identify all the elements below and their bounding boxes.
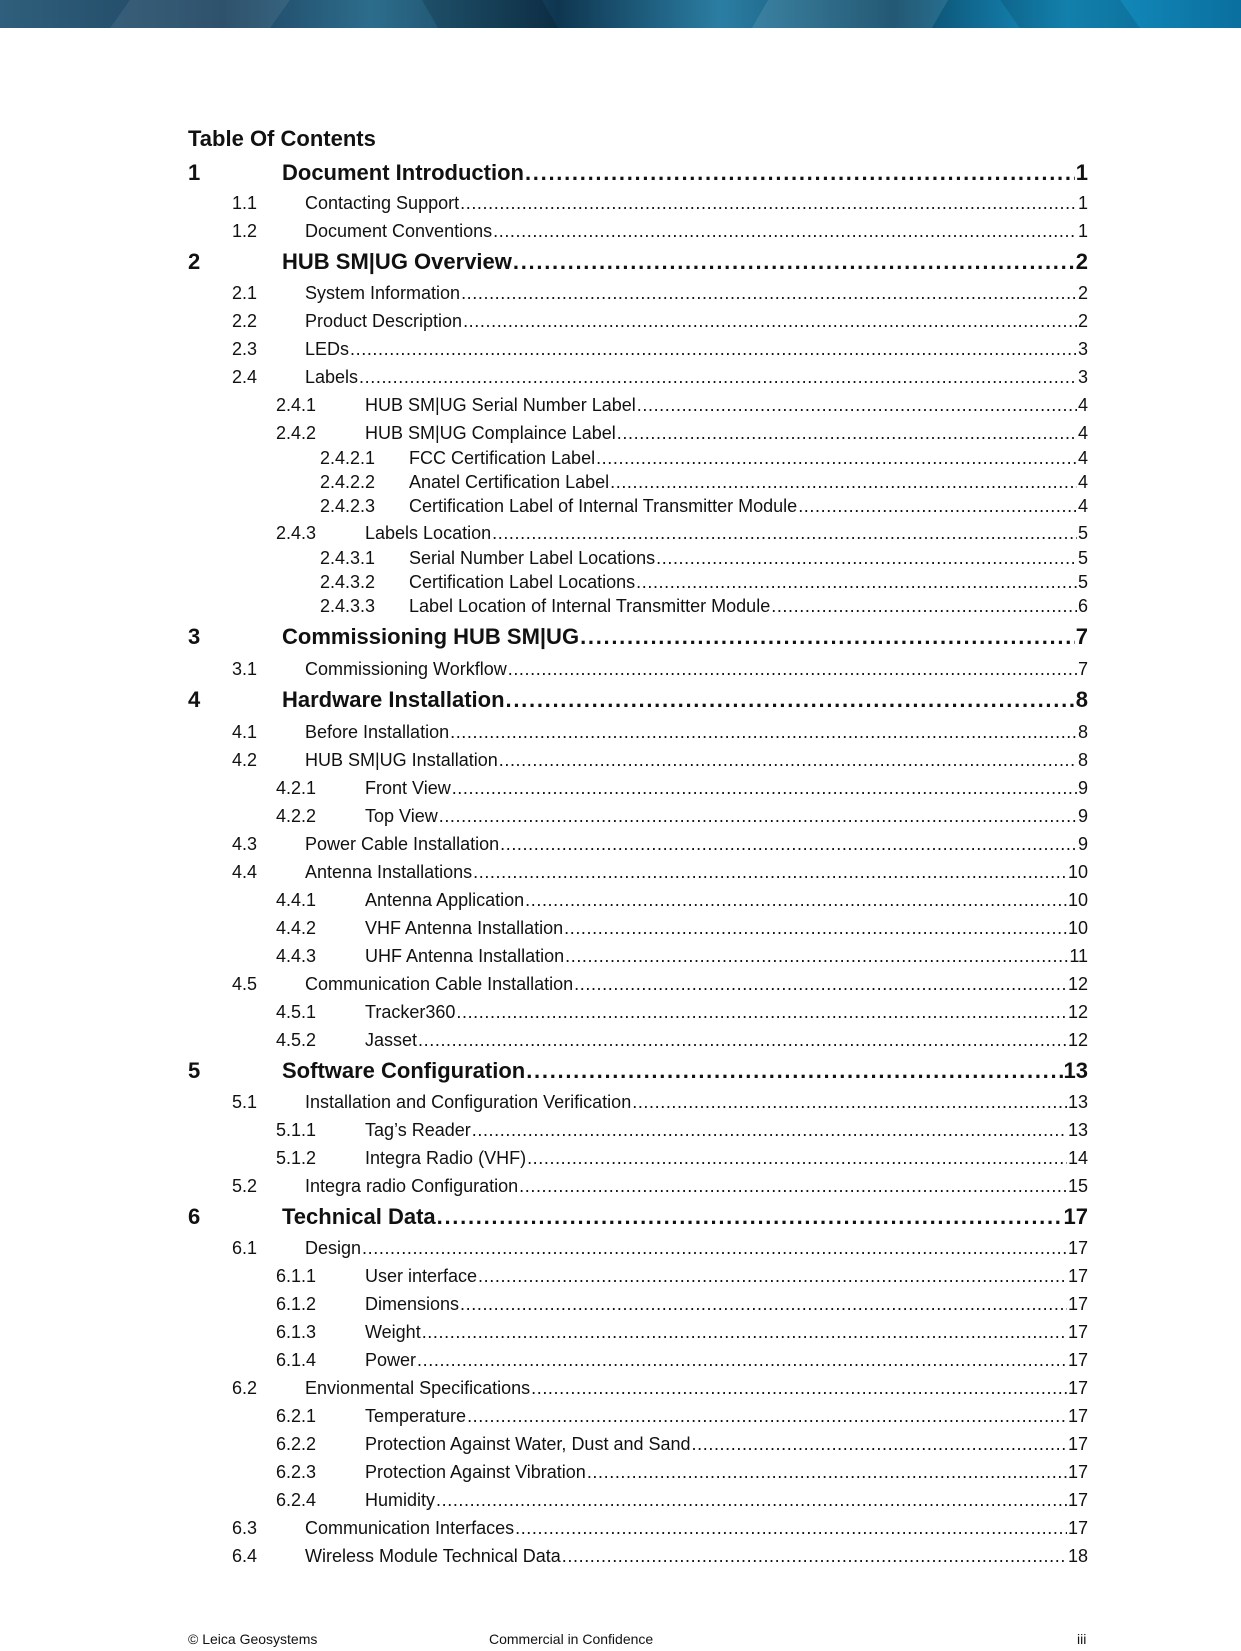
toc-dot-leader — [460, 1294, 1067, 1315]
toc-entry-number: 3.1 — [232, 659, 258, 679]
toc-entry-number: 2.3 — [232, 339, 258, 359]
toc-entry[interactable] — [276, 1462, 1088, 1483]
toc-entry-label: Weight — [365, 1322, 421, 1342]
toc-entry-label: Certification Label of Internal Transmitter Module — [409, 496, 798, 516]
toc-entry-page: 8 — [1077, 750, 1088, 770]
toc-entry-number: 6.3 — [232, 1518, 258, 1538]
toc-entry[interactable] — [232, 1092, 1088, 1113]
toc-dot-leader — [636, 572, 1077, 593]
toc-entry-number: 6.2 — [232, 1378, 258, 1398]
toc-entry[interactable] — [232, 311, 1088, 332]
toc-entry-page: 2 — [1075, 249, 1088, 274]
toc-entry-number: 2 — [188, 249, 201, 274]
toc-entry-number: 4.1 — [232, 722, 258, 742]
toc-entry-number: 4.2 — [232, 750, 258, 770]
toc-entry-number: 2.4.3.3 — [320, 596, 376, 616]
toc-entry-page: 17 — [1067, 1378, 1088, 1398]
toc-entry[interactable] — [232, 659, 1088, 680]
toc-entry-page: 17 — [1067, 1518, 1088, 1538]
toc-dot-leader — [492, 523, 1077, 544]
toc-dot-leader — [473, 862, 1067, 883]
toc-dot-leader — [574, 974, 1067, 995]
toc-entry-number: 1.2 — [232, 221, 258, 241]
toc-entry-number: 4.5 — [232, 974, 258, 994]
toc-entry[interactable] — [232, 1176, 1088, 1197]
toc-entry[interactable] — [276, 1434, 1088, 1455]
toc-entry-number: 6.1.1 — [276, 1266, 317, 1286]
toc-entry-page: 3 — [1077, 367, 1088, 387]
toc-dot-leader — [460, 193, 1077, 214]
toc-entry[interactable] — [232, 974, 1088, 995]
toc-entry[interactable] — [276, 1030, 1088, 1051]
toc-dot-leader — [418, 1030, 1067, 1051]
toc-entry[interactable] — [276, 1406, 1088, 1427]
toc-entry-label: HUB SM|UG Complaince Label — [365, 423, 616, 443]
toc-entry-number: 5.2 — [232, 1176, 258, 1196]
toc-entry-page: 4 — [1077, 395, 1088, 415]
toc-entry-page: 13 — [1067, 1092, 1088, 1112]
toc-dot-leader — [596, 448, 1077, 469]
toc-entry-page: 12 — [1067, 1030, 1088, 1050]
footer-page-number: iii — [1077, 1631, 1087, 1647]
toc-entry-label: Humidity — [365, 1490, 436, 1510]
toc-dot-leader — [506, 687, 1075, 713]
toc-entry-number: 2.4.2 — [276, 423, 317, 443]
toc-entry-label: Communication Interfaces — [305, 1518, 515, 1538]
toc-entry-page: 4 — [1077, 496, 1088, 516]
toc-entry-label: Protection Against Water, Dust and Sand — [365, 1434, 691, 1454]
toc-entry[interactable] — [232, 834, 1088, 855]
toc-entry-number: 4.4 — [232, 862, 258, 882]
footer-copyright: © Leica Geosystems — [188, 1631, 318, 1647]
toc-entry[interactable] — [232, 339, 1088, 360]
toc-entry-page: 3 — [1077, 339, 1088, 359]
toc-entry[interactable] — [276, 423, 1088, 444]
toc-entry-number: 5.1.1 — [276, 1120, 317, 1140]
toc-entry-label: Top View — [365, 806, 438, 826]
toc-entry-page: 17 — [1067, 1406, 1088, 1426]
toc-entry-number: 6.4 — [232, 1546, 258, 1566]
toc-entry[interactable] — [276, 395, 1088, 416]
toc-entry-page: 17 — [1067, 1350, 1088, 1370]
toc-entry-label: Tracker360 — [365, 1002, 456, 1022]
toc-entry[interactable] — [276, 1294, 1088, 1315]
toc-dot-leader — [580, 624, 1075, 650]
toc-entry-page: 8 — [1077, 722, 1088, 742]
toc-entry-label: Labels Location — [365, 523, 492, 543]
toc-entry-page: 17 — [1067, 1434, 1088, 1454]
toc-entry-label: Technical Data — [282, 1204, 436, 1229]
toc-entry-number: 5.1 — [232, 1092, 258, 1112]
toc-entry-label: Before Installation — [305, 722, 450, 742]
toc-entry-label: Software Configuration — [282, 1058, 526, 1083]
toc-entry-label: Document Conventions — [305, 221, 493, 241]
toc-entry[interactable] — [276, 1350, 1088, 1371]
toc-entry-label: Wireless Module Technical Data — [305, 1546, 561, 1566]
toc-entry-page: 14 — [1067, 1148, 1088, 1168]
toc-entry-page: 10 — [1067, 862, 1088, 882]
toc-dot-leader — [525, 160, 1075, 186]
header-banner — [0, 0, 1241, 28]
toc-entry-page: 2 — [1077, 283, 1088, 303]
toc-dot-leader — [493, 221, 1077, 242]
toc-entry-label: Commissioning HUB SM|UG — [282, 624, 580, 649]
toc-entry[interactable] — [276, 1266, 1088, 1287]
toc-dot-leader — [437, 1204, 1063, 1230]
toc-entry-label: Integra radio Configuration — [305, 1176, 519, 1196]
toc-entry-label: Installation and Configuration Verification — [305, 1092, 632, 1112]
toc-dot-leader — [526, 1058, 1062, 1084]
toc-entry-number: 2.1 — [232, 283, 258, 303]
toc-entry-number: 2.4.3 — [276, 523, 317, 543]
toc-entry-number: 4.5.2 — [276, 1030, 317, 1050]
toc-entry-number: 5 — [188, 1058, 201, 1083]
toc-entry-number: 2.4.2.2 — [320, 472, 376, 492]
toc-entry-number: 4.3 — [232, 834, 258, 854]
toc-dot-leader — [562, 1546, 1067, 1567]
toc-entry-number: 4.2.1 — [276, 778, 317, 798]
toc-entry-number: 6.1.2 — [276, 1294, 317, 1314]
toc-entry-page: 5 — [1077, 523, 1088, 543]
toc-entry-page: 1 — [1075, 160, 1088, 185]
toc-entry-page: 5 — [1077, 548, 1088, 568]
toc-entry[interactable] — [320, 548, 1088, 569]
toc-entry-number: 4 — [188, 687, 201, 712]
toc-dot-leader — [519, 1176, 1067, 1197]
toc-entry-label: Tag’s Reader — [365, 1120, 471, 1140]
toc-entry-label: Commissioning Workflow — [305, 659, 507, 679]
toc-entry-label: Certification Label Locations — [409, 572, 636, 592]
toc-entry-page: 17 — [1067, 1238, 1088, 1258]
toc-entry-number: 6.2.1 — [276, 1406, 317, 1426]
toc-entry-page: 8 — [1075, 687, 1088, 712]
toc-entry-number: 2.4.2.1 — [320, 448, 376, 468]
toc-dot-leader — [531, 1378, 1067, 1399]
toc-entry-page: 10 — [1067, 890, 1088, 910]
toc-entry-label: Envionmental Specifications — [305, 1378, 531, 1398]
toc-entry-page: 9 — [1077, 806, 1088, 826]
toc-entry[interactable] — [320, 572, 1088, 593]
toc-entry-page: 4 — [1077, 472, 1088, 492]
toc-entry-page: 17 — [1067, 1294, 1088, 1314]
toc-entry-page: 4 — [1077, 448, 1088, 468]
toc-entry-number: 1.1 — [232, 193, 258, 213]
toc-entry-number: 2.4 — [232, 367, 258, 387]
toc-entry-page: 2 — [1077, 311, 1088, 331]
toc-entry[interactable] — [232, 722, 1088, 743]
toc-dot-leader — [417, 1350, 1067, 1371]
toc-entry[interactable] — [276, 890, 1088, 911]
toc-entry[interactable] — [276, 1120, 1088, 1141]
toc-entry-label: Antenna Application — [365, 890, 525, 910]
toc-entry-number: 4.4.2 — [276, 918, 317, 938]
toc-entry[interactable] — [276, 1322, 1088, 1343]
toc-entry-label: Serial Number Label Locations — [409, 548, 656, 568]
toc-entry-number: 6.2.3 — [276, 1462, 317, 1482]
toc-entry[interactable] — [276, 1148, 1088, 1169]
toc-entry-page: 13 — [1063, 1058, 1088, 1083]
toc-entry-page: 18 — [1067, 1546, 1088, 1566]
toc-entry-page: 7 — [1077, 659, 1088, 679]
toc-entry-number: 4.5.1 — [276, 1002, 317, 1022]
toc-entry-page: 15 — [1067, 1176, 1088, 1196]
toc-entry-page: 9 — [1077, 834, 1088, 854]
toc-entry[interactable] — [232, 1546, 1088, 1567]
toc-entry-label: HUB SM|UG Installation — [305, 750, 498, 770]
toc-entry-label: FCC Certification Label — [409, 448, 596, 468]
toc-entry[interactable] — [232, 862, 1088, 883]
toc-entry-number: 5.1.2 — [276, 1148, 317, 1168]
footer-confidentiality: Commercial in Confidence — [489, 1631, 654, 1647]
toc-entry-number: 4.4.1 — [276, 890, 317, 910]
toc-dot-leader — [350, 339, 1077, 360]
toc-entry-page: 7 — [1075, 624, 1088, 649]
toc-entry-page: 5 — [1077, 572, 1088, 592]
toc-entry-label: Jasset — [365, 1030, 418, 1050]
toc-entry-number: 2.4.3.2 — [320, 572, 376, 592]
toc-entry[interactable] — [232, 221, 1088, 242]
toc-entry-label: Label Location of Internal Transmitter Module — [409, 596, 771, 616]
toc-entry[interactable] — [188, 687, 1088, 713]
toc-dot-leader — [587, 1462, 1067, 1483]
toc-entry-page: 9 — [1077, 778, 1088, 798]
toc-entry[interactable] — [232, 1518, 1088, 1539]
toc-entry[interactable] — [232, 1378, 1088, 1399]
toc-dot-leader — [692, 1434, 1067, 1455]
toc-entry-label: Document Introduction — [282, 160, 524, 185]
toc-entry-page: 17 — [1063, 1204, 1088, 1229]
toc-dot-leader — [508, 659, 1077, 680]
toc-entry-page: 17 — [1067, 1266, 1088, 1286]
toc-entry-page: 13 — [1067, 1120, 1088, 1140]
toc-entry-page: 4 — [1077, 423, 1088, 443]
toc-dot-leader — [439, 806, 1077, 827]
toc-dot-leader — [422, 1322, 1067, 1343]
toc-dot-leader — [656, 548, 1077, 569]
toc-entry-label: Power — [365, 1350, 417, 1370]
toc-entry[interactable] — [320, 596, 1088, 617]
toc-entry[interactable] — [232, 750, 1088, 771]
toc-entry-label: Protection Against Vibration — [365, 1462, 586, 1482]
toc-entry-number: 6.2.4 — [276, 1490, 317, 1510]
toc-entry-label: Communication Cable Installation — [305, 974, 574, 994]
toc-dot-leader — [478, 1266, 1067, 1287]
toc-entry-page: 12 — [1067, 974, 1088, 994]
toc-entry-number: 4.4.3 — [276, 946, 317, 966]
toc-entry[interactable] — [232, 367, 1088, 388]
toc-entry-number: 6.1.3 — [276, 1322, 317, 1342]
toc-entry-number: 6.2.2 — [276, 1434, 317, 1454]
toc-entry[interactable] — [276, 1002, 1088, 1023]
toc-entry[interactable] — [188, 160, 1088, 186]
toc-entry-label: LEDs — [305, 339, 350, 359]
toc-entry-page: 6 — [1077, 596, 1088, 616]
toc-entry-label: Anatel Certification Label — [409, 472, 610, 492]
toc-dot-leader — [637, 395, 1077, 416]
toc-entry-number: 2.4.3.1 — [320, 548, 376, 568]
toc-entry[interactable] — [188, 1204, 1088, 1230]
toc-entry-page: 17 — [1067, 1462, 1088, 1482]
toc-entry-number: 1 — [188, 160, 201, 185]
toc-dot-leader — [467, 1406, 1067, 1427]
toc-entry-page: 17 — [1067, 1322, 1088, 1342]
toc-dot-leader — [798, 496, 1077, 517]
toc-dot-leader — [499, 750, 1077, 771]
toc-entry-page: 1 — [1077, 221, 1088, 241]
toc-dot-leader — [450, 722, 1077, 743]
toc-entry[interactable] — [232, 283, 1088, 304]
toc-dot-leader — [564, 918, 1067, 939]
toc-dot-leader — [472, 1120, 1067, 1141]
toc-entry[interactable] — [276, 1490, 1088, 1511]
toc-dot-leader — [452, 778, 1077, 799]
toc-dot-leader — [565, 946, 1068, 967]
toc-dot-leader — [359, 367, 1077, 388]
toc-entry-number: 2.2 — [232, 311, 258, 331]
toc-entry-label: Temperature — [365, 1406, 467, 1426]
toc-entry[interactable] — [232, 193, 1088, 214]
toc-entry-number: 4.2.2 — [276, 806, 317, 826]
toc-entry-label: Design — [305, 1238, 362, 1258]
toc-dot-leader — [527, 1148, 1067, 1169]
toc-entry-number: 3 — [188, 624, 201, 649]
toc-dot-leader — [617, 423, 1077, 444]
toc-entry-label: Power Cable Installation — [305, 834, 500, 854]
toc-entry-label: HUB SM|UG Overview — [282, 249, 512, 274]
toc-dot-leader — [513, 249, 1075, 275]
toc-entry-label: System Information — [305, 283, 461, 303]
toc-entry[interactable] — [276, 918, 1088, 939]
toc-dot-leader — [525, 890, 1067, 911]
toc-dot-leader — [456, 1002, 1067, 1023]
toc-dot-leader — [463, 311, 1077, 332]
toc-entry[interactable] — [232, 1238, 1088, 1259]
toc-entry[interactable] — [188, 249, 1088, 275]
toc-entry-label: UHF Antenna Installation — [365, 946, 565, 966]
toc-dot-leader — [500, 834, 1077, 855]
toc-entry-page: 12 — [1067, 1002, 1088, 1022]
toc-dot-leader — [771, 596, 1077, 617]
toc-dot-leader — [362, 1238, 1067, 1259]
toc-entry[interactable] — [276, 806, 1088, 827]
toc-entry-label: Front View — [365, 778, 451, 798]
toc-dot-leader — [436, 1490, 1067, 1511]
toc-title: Table Of Contents — [188, 126, 376, 151]
toc-entry-page: 11 — [1069, 946, 1088, 966]
toc-entry[interactable] — [188, 624, 1088, 650]
toc-entry-number: 6.1.4 — [276, 1350, 317, 1370]
toc-entry-label: VHF Antenna Installation — [365, 918, 564, 938]
toc-entry[interactable] — [320, 472, 1088, 493]
toc-entry[interactable] — [276, 946, 1088, 967]
toc-entry-number: 2.4.2.3 — [320, 496, 376, 516]
toc-dot-leader — [515, 1518, 1067, 1539]
toc-entry-label: Contacting Support — [305, 193, 460, 213]
toc-entry[interactable] — [276, 778, 1088, 799]
toc-entry-label: Hardware Installation — [282, 687, 505, 712]
toc-entry-label: HUB SM|UG Serial Number Label — [365, 395, 636, 415]
toc-entry[interactable] — [320, 448, 1088, 469]
toc-entry-label: User interface — [365, 1266, 478, 1286]
toc-dot-leader — [461, 283, 1077, 304]
toc-dot-leader — [610, 472, 1077, 493]
toc-entry-label: Integra Radio (VHF) — [365, 1148, 527, 1168]
toc-entry-number: 2.4.1 — [276, 395, 317, 415]
toc-entry-page: 1 — [1077, 193, 1088, 213]
toc-entry-page: 17 — [1067, 1490, 1088, 1510]
toc-entry-label: Antenna Installations — [305, 862, 473, 882]
toc-dot-leader — [632, 1092, 1067, 1113]
toc-entry[interactable] — [320, 496, 1088, 517]
toc-entry-number: 6 — [188, 1204, 201, 1229]
toc-entry-number: 6.1 — [232, 1238, 258, 1258]
toc-entry-label: Labels — [305, 367, 359, 387]
toc-entry[interactable] — [188, 1058, 1088, 1084]
toc-entry-label: Product Description — [305, 311, 463, 331]
toc-entry-label: Dimensions — [365, 1294, 460, 1314]
toc-entry[interactable] — [276, 523, 1088, 544]
toc-entry-page: 10 — [1067, 918, 1088, 938]
